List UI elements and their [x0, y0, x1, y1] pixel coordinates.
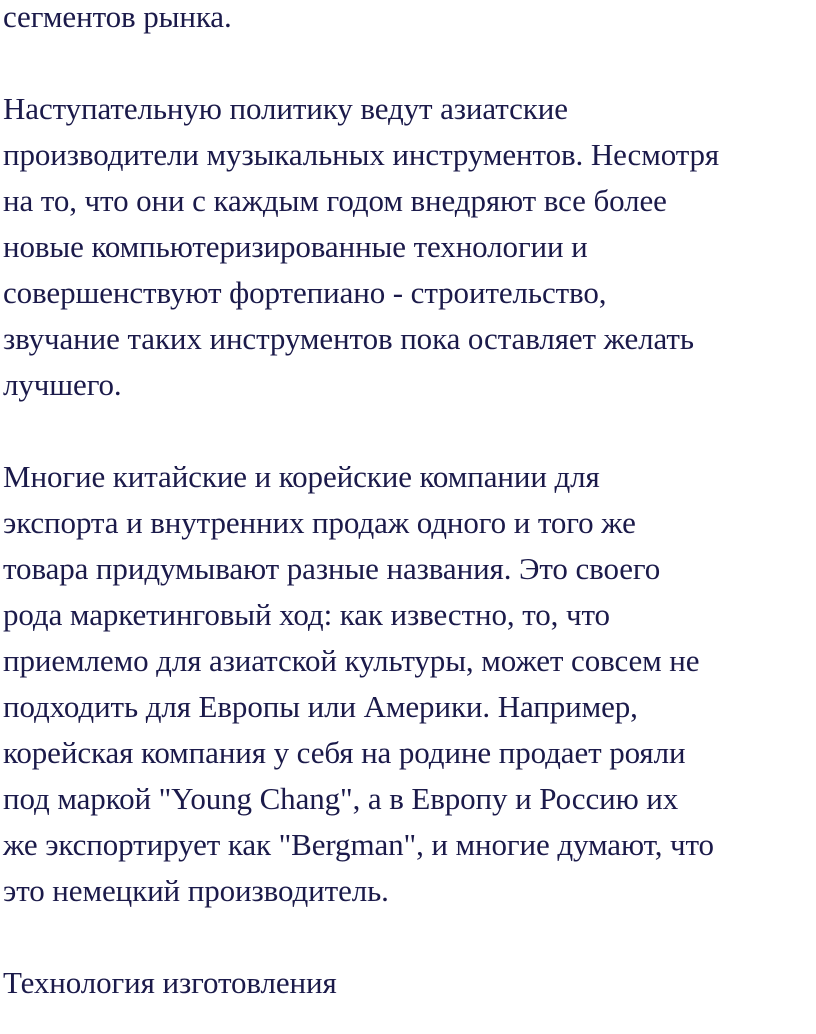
text-line: под маркой "Young Chang", а в Европу и Россию их — [3, 781, 679, 816]
paragraph-spacer — [3, 40, 814, 86]
text-line: производители музыкальных инструментов. Несмотря — [3, 137, 720, 172]
text-line: рода маркетинговый ход: как известно, то, что — [3, 597, 610, 632]
paragraph-asian-manufacturers — [3, 86, 814, 408]
paragraph-spacer — [3, 408, 814, 454]
text-line: Многие китайские и корейские компании для — [3, 459, 600, 494]
text-line: экспорта и внутренних продаж одного и того же — [3, 505, 636, 540]
paragraph-fragment — [3, 0, 814, 40]
document-page — [3, 0, 814, 1006]
text-line: корейская компания у себя на родине продает рояли — [3, 735, 686, 770]
text-line: сегментов рынка. — [3, 0, 232, 34]
text-line: же экспортирует как "Bergman", и многие думают, что — [3, 827, 714, 862]
text-line: Наступательную политику ведут азиатские — [3, 91, 568, 126]
text-line: новые компьютеризированные технологии и — [3, 229, 588, 264]
text-line: совершенствуют фортепиано - строительство, — [3, 275, 607, 310]
text-line: лучшего. — [3, 367, 122, 402]
text-line: подходить для Европы или Америки. Например, — [3, 689, 638, 724]
text-line: приемлемо для азиатской культуры, может совсем не — [3, 643, 700, 678]
text-line: это немецкий производитель. — [3, 873, 389, 908]
paragraph-brand-names — [3, 454, 814, 914]
text-line: звучание таких инструментов пока оставляет желать — [3, 321, 694, 356]
paragraph-spacer — [3, 914, 814, 960]
heading-text: Технология изготовления — [3, 965, 337, 1000]
text-line: на то, что они с каждым годом внедряют все более — [3, 183, 667, 218]
section-heading-technology — [3, 960, 814, 1006]
text-line: товара придумывают разные названия. Это своего — [3, 551, 661, 586]
